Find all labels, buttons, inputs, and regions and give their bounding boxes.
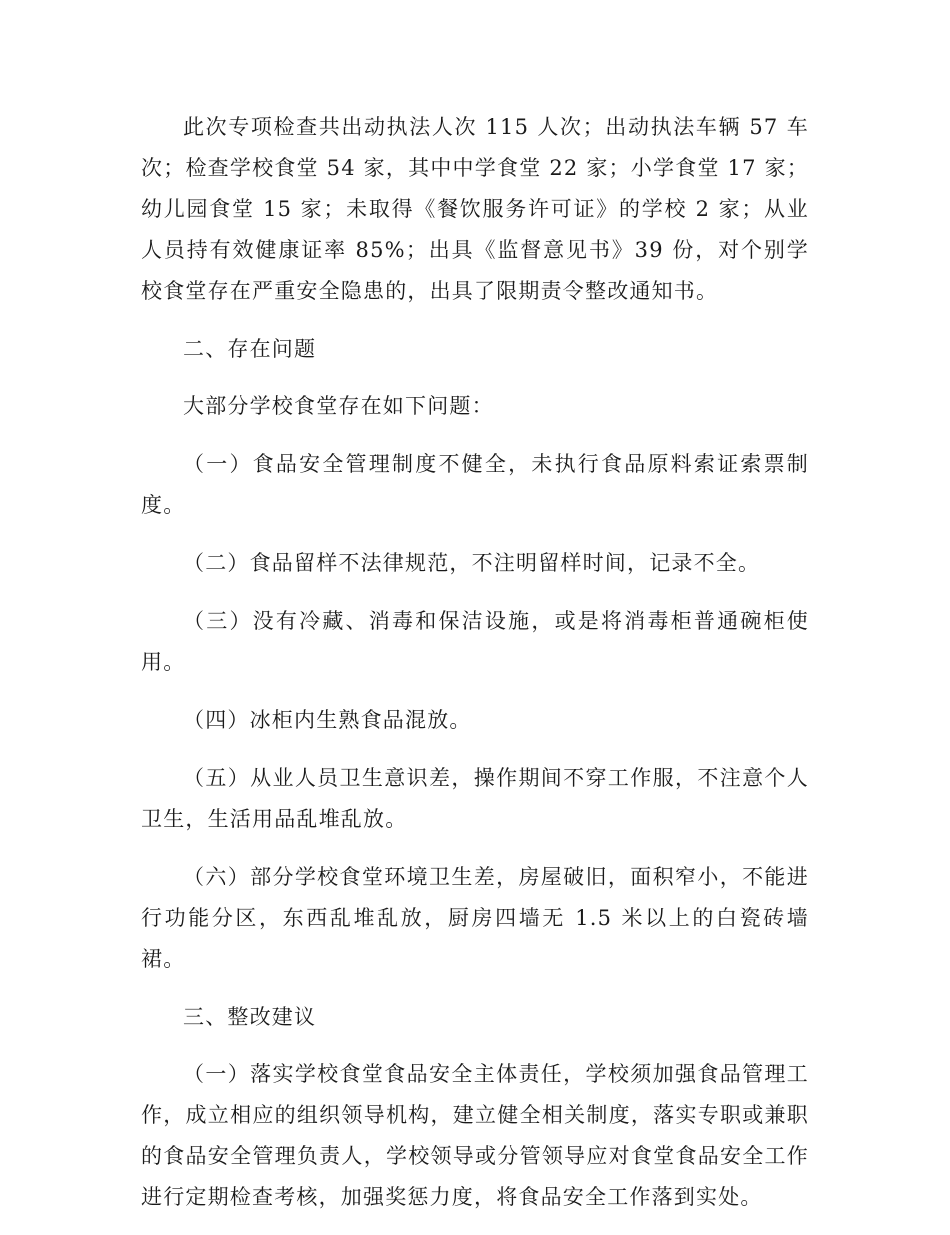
document-body	[141, 107, 809, 1235]
section-heading-suggestions: 三、整改建议	[183, 1005, 317, 1029]
section-heading-problems: 二、存在问题	[183, 337, 317, 361]
problem-item-5: （五）从业人员卫生意识差，操作期间不穿工作服，不注意个人卫生，生活用品乱堆乱放。	[141, 766, 809, 831]
problems-intro-paragraph: 大部分学校食堂存在如下问题：	[183, 394, 494, 418]
problem-item-4: （四）冰柜内生熟食品混放。	[183, 708, 472, 732]
problem-item-3: （三）没有冷藏、消毒和保洁设施，或是将消毒柜普通碗柜使用。	[141, 609, 809, 674]
inspection-summary-paragraph: 此次专项检查共出动执法人次 115 人次；出动执法车辆 57 车次；检查学校食堂 54 家，其中中学食堂 22 家；小学食堂 17 家；幼儿园食堂 15 家；未取得《餐饮服务许可证》的学校 2 家；从业人员持有效健康证率 85%；出具《监督意见书》39 份，对个别学校食堂存在严重安全隐患的，出具了限期责令整改通知书。	[141, 115, 809, 303]
problem-item-2: （二）食品留样不法律规范，不注明留样时间，记录不全。	[183, 551, 761, 575]
problem-item-6: （六）部分学校食堂环境卫生差，房屋破旧，面积窄小，不能进行功能分区，东西乱堆乱放，厨房四墙无 1.5 米以上的白瓷砖墙裙。	[141, 865, 809, 971]
suggestion-item-1: （一）落实学校食堂食品安全主体责任，学校须加强食品管理工作，成立相应的组织领导机构，建立健全相关制度，落实专职或兼职的食品安全管理负责人，学校领导或分管领导应对食堂食品安全工作进行定期检查考核，加强奖惩力度，将食品安全工作落到实处。	[141, 1062, 809, 1209]
problem-item-1: （一）食品安全管理制度不健全，未执行食品原料索证索票制度。	[141, 452, 809, 517]
